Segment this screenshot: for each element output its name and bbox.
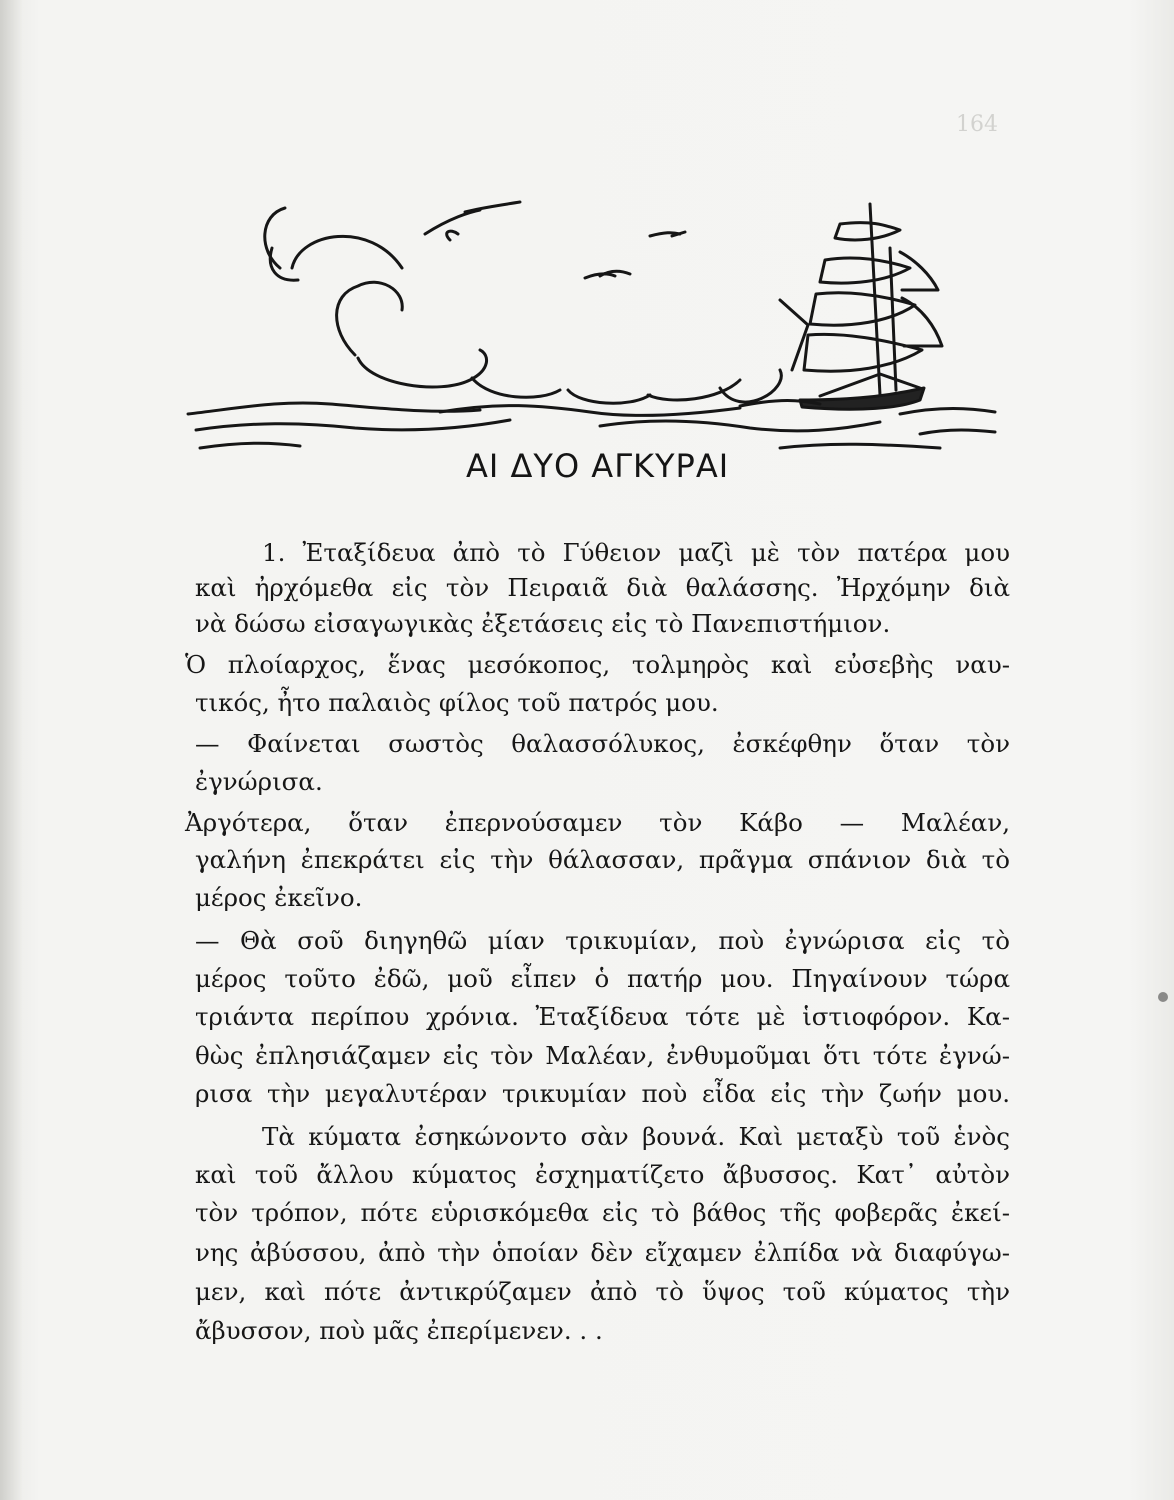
text-line: μέρος ἐκεῖνο. <box>195 883 363 912</box>
text-line: τικός, ἦτο παλαιὸς φίλος τοῦ πατρός μου. <box>195 688 719 717</box>
text-line: ἄβυσσον, ποὺ μᾶς ἐπερίμενεν. . . <box>195 1316 603 1345</box>
text-line: καὶ τοῦ ἄλλου κύματος ἐσχηματίζετο ἄβυσσος. Κατ᾽ αὐτὸν <box>195 1160 1010 1189</box>
text-line: τὸν τρόπον, πότε εὑρισκόμεθα εἰς τὸ βάθος τῆς φοβερᾶς ἐκεί- <box>195 1198 1010 1227</box>
text-line: ρισα τὴν μεγαλυτέραν τρικυμίαν ποὺ εἶδα εἰς τὴν ζωήν μου. <box>195 1079 1010 1108</box>
text-line: Ἀργότερα, ὅταν ἐπερνούσαμεν τὸν Κάβο — Μαλέαν, <box>185 808 1010 837</box>
text-line: τριάντα περίπου χρόνια. Ἐταξίδευα τότε μὲ ἱστιοφόρον. Κα- <box>195 1002 1010 1031</box>
text-line: καὶ ἠρχόμεθα εἰς τὸν Πειραιᾶ διὰ θαλάσσης. Ἠρχόμην διὰ <box>195 573 1010 602</box>
sailing-ship-illustration <box>180 190 1000 480</box>
text-line: Ὁ πλοίαρχος, ἕνας μεσόκοπος, τολμηρὸς καὶ εὐσεβὴς ναυ- <box>185 650 1010 679</box>
text-line: μέρος τοῦτο ἐδῶ, μοῦ εἶπεν ὁ πατήρ μου. Πηγαίνουν τώρα <box>195 964 1010 993</box>
bleed-through-mark: 164 <box>956 112 998 137</box>
text-line: νὰ δώσω εἰσαγωγικὰς ἐξετάσεις εἰς τὸ Πανεπιστήμιον. <box>195 609 891 638</box>
text-line: μεν, καὶ πότε ἀντικρύζαμεν ἀπὸ τὸ ὕψος τοῦ κύματος τὴν <box>195 1277 1010 1306</box>
text-line: νης ἀβύσσου, ἀπὸ τὴν ὁποίαν δὲν εἴχαμεν ἐλπίδα νὰ διαφύγω- <box>195 1238 1010 1267</box>
scan-speck <box>1158 992 1168 1002</box>
text-line: ἐγνώρισα. <box>195 767 323 796</box>
text-line: — Θὰ σοῦ διηγηθῶ μίαν τρικυμίαν, ποὺ ἐγνώρισα εἰς τὸ <box>195 926 1010 955</box>
text-line: γαλήνη ἐπεκράτει εἰς τὴν θάλασσαν, πρᾶγμα σπάνιον διὰ τὸ <box>195 845 1010 874</box>
chapter-title: ΑΙ ΔΥΟ ΑΓΚΥΡΑΙ <box>466 447 730 485</box>
text-line: — Φαίνεται σωστὸς θαλασσόλυκος, ἐσκέφθην ὅταν τὸν <box>195 729 1010 758</box>
text-line: 1. Ἐταξίδευα ἀπὸ τὸ Γύθειον μαζὶ μὲ τὸν πατέρα μου <box>262 538 1010 567</box>
page-edge-shadow <box>0 0 22 1500</box>
text-line: Τὰ κύματα ἐσηκώνοντο σὰν βουνά. Καὶ μεταξὺ τοῦ ἑνὸς <box>262 1122 1010 1151</box>
text-line: θὼς ἐπλησιάζαμεν εἰς τὸν Μαλέαν, ἐνθυμοῦμαι ὅτι τότε ἐγνώ- <box>195 1041 1010 1070</box>
